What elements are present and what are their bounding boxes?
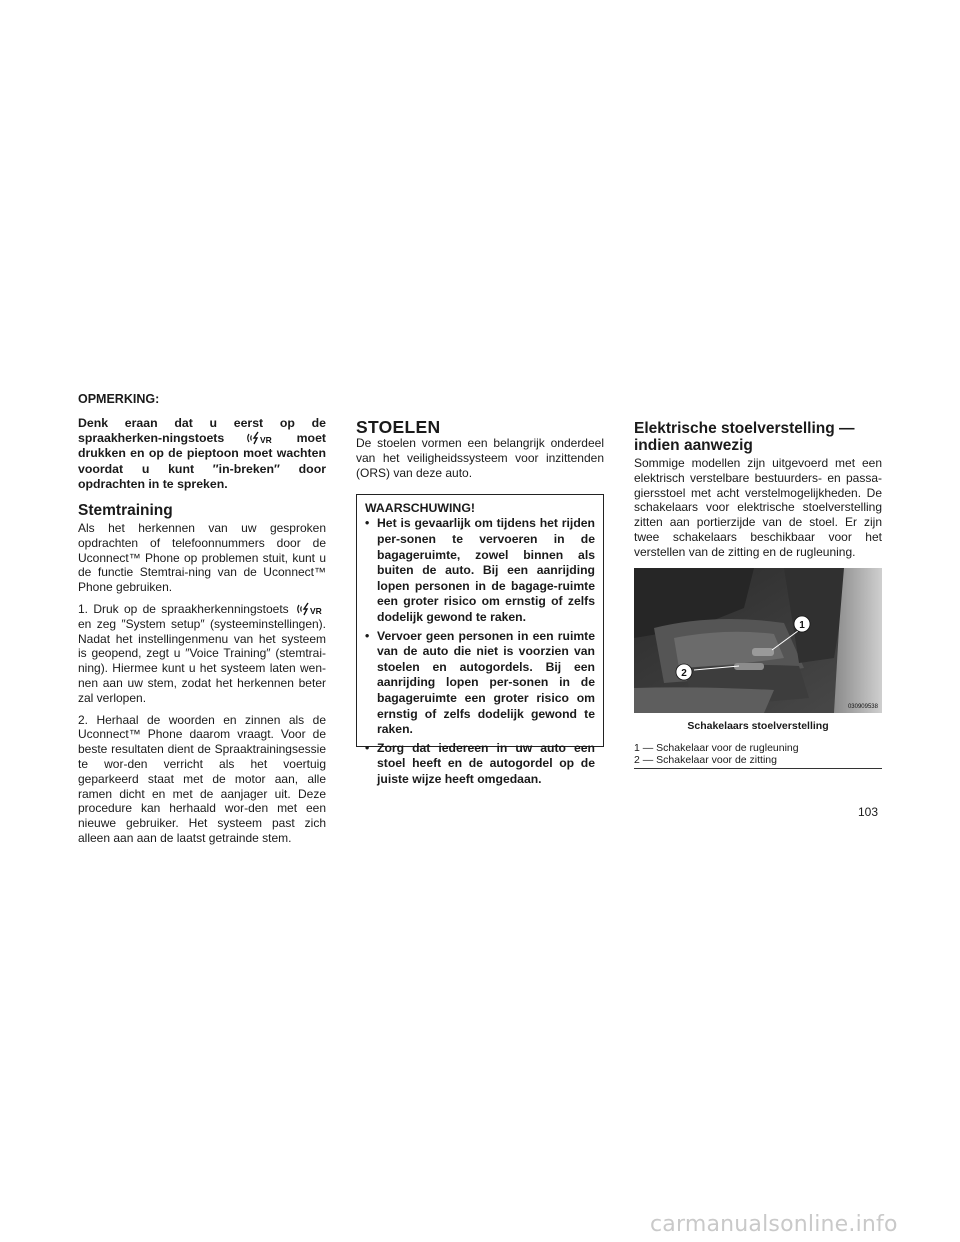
column-left [78, 392, 326, 853]
note-text-part2: moet drukken en op de pieptoon moet wachten voordat u kunt ″in-breken″ door opdrachten in te spreken. [78, 431, 327, 491]
figure-caption: Schakelaars stoelverstelling [687, 719, 829, 732]
warning-item: • Zorg dat iedereen in uw auto een stoel heeft en de autogordel op de juiste wijze heeft omgedaan. [365, 741, 595, 788]
warning-list [365, 516, 595, 787]
step-1-part1: 1. Druk op de spraakherkenningstoets [78, 602, 289, 616]
callout-1: 1 [799, 619, 805, 631]
heading-stemtraining: Stemtraining [78, 502, 173, 520]
legend-item: 1 — Schakelaar voor de rugleuning [634, 741, 799, 754]
voice-recognition-icon [246, 431, 274, 445]
warning-item: • Vervoer geen personen in een ruimte van de auto die niet is voorzien van stoelen en autogordels. Bij een aanrijding lopen per-sonen in de bagageruimte een groter risico om ernstig of zelfs dodelijk gewond te raken. [365, 629, 595, 738]
step-1 [78, 602, 326, 706]
figure-code: 030909538 [847, 703, 878, 710]
callout-2: 2 [681, 667, 687, 679]
warning-box [356, 494, 604, 786]
step-2: 2. Herhaal de woorden en zinnen als de Uconnect™ Phone daarom vraagt. Voor de beste resultaten dient de Spraaktrainingsessie te wor-den verricht als het voertuig geparkeerd staat met de motor aan, alle ramen dicht en met de aanjager uit. Deze procedure kan herhaald wor-den met een nieuwe gebruiker. Het systeem past zich alleen aan aan de laatst getrainde stem. [78, 712, 326, 845]
warning-title: WAARSCHUWING! [365, 501, 475, 516]
svg-text:VR: VR [310, 606, 322, 616]
stoelverstelling-text: Sommige modellen zijn uitgevoerd met een elektrisch verstelbare bestuurders- en passa-giersstoel met acht verstelmogelijkheden. De schakelaars voor elektrische stoelverstelling zitten aan portierzijde van de stoel. Er zijn twee schakelaars beschikbaar voor het verstellen van de zitting en de rugleuning. [634, 456, 882, 559]
warning-item: • Het is gevaarlijk om tijdens het rijden per-sonen te vervoeren in de bagageruimte, zowel binnen als buiten de auto. Bij een aanrijding lopen personen in de bagage-ruimte een groter risico om ernstig of zelfs dodelijk gewond te raken. [365, 516, 595, 625]
svg-text:VR: VR [260, 435, 273, 446]
note-label: OPMERKING: [78, 392, 160, 406]
seat-switches-figure [634, 568, 882, 713]
legend-rule [634, 768, 882, 769]
note-text [78, 416, 326, 492]
heading-stoelen: STOELEN [356, 417, 441, 437]
column-right [634, 392, 882, 769]
page-number: 103 [858, 805, 879, 819]
legend-item: 2 — Schakelaar voor de zitting [634, 753, 777, 766]
note-text-part1: Denk eraan dat u eerst op de spraakherken-ningstoets [78, 416, 326, 446]
column-middle [356, 392, 604, 786]
watermark: carmanualsonline.info [650, 1212, 898, 1237]
step-1-part2: en zeg ″System setup″ (systeeminstellingen). Nadat het instellingenmenu van het systeem is geopend, zegt u ″Voice Training″ (stemtrai-ning). Hiermee kunt u het systeem laten wen-nen aan uw stem, zodat het herkennen beter zal verlopen. [78, 616, 326, 705]
stoelen-intro: De stoelen vormen een belangrijk onderdeel van het veiligheidssysteem voor inzittenden (ORS) van deze auto. [356, 436, 604, 480]
voice-recognition-icon [296, 602, 324, 616]
stemtraining-intro: Als het herkennen van uw gesproken opdrachten of telefoonnummers door de Uconnect™ Phone op problemen stuit, kunt u de functie Stemtrai-ning van de Uconnect™ Phone gebruiken. [78, 521, 326, 595]
heading-elektrische-stoelverstelling: Elektrische stoelverstelling — indien aanwezig [634, 420, 855, 454]
seat-photo [634, 568, 882, 713]
